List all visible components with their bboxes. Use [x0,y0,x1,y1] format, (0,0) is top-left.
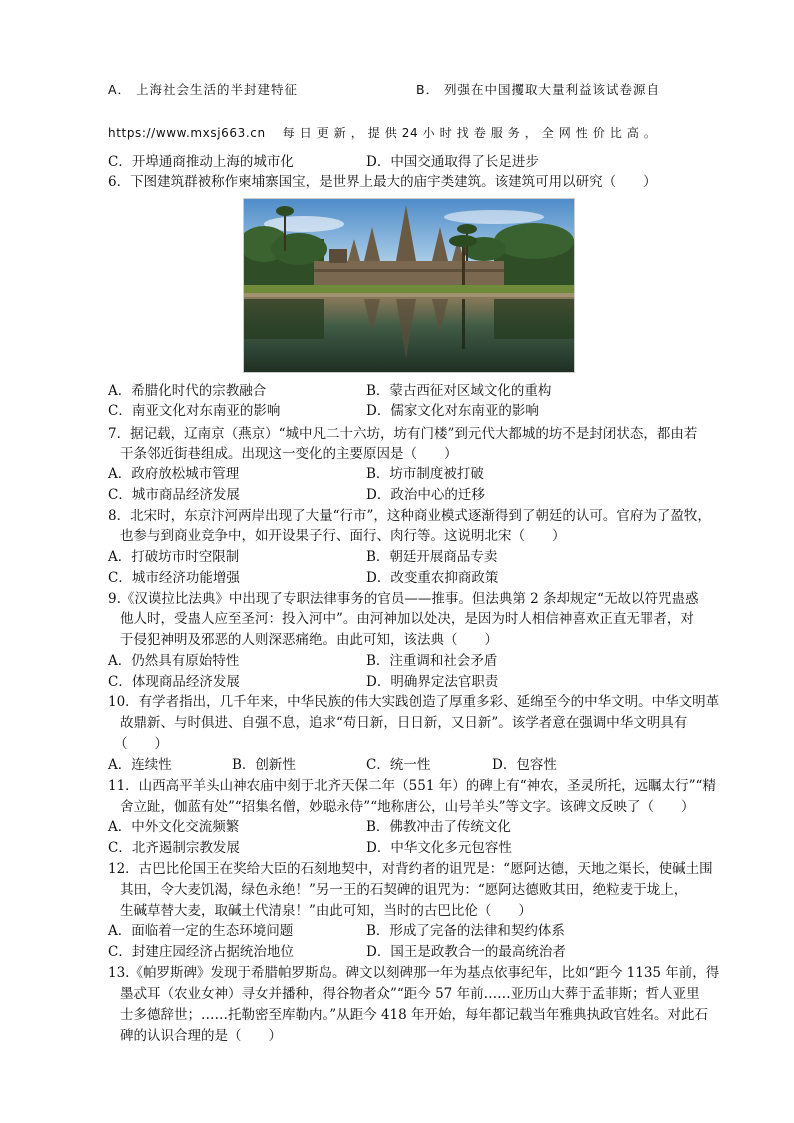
q9-option-d: D．明确界定法官职责 [366,674,499,690]
q8-option-c: C．城市经济功能增强 [108,570,240,586]
temple-photo-icon [244,199,574,372]
q7-option-c: C．城市商品经济发展 [108,487,240,503]
q6-option-a: A．希腊化时代的宗教融合 [108,383,267,399]
q12-stem-line3: 生碱草替大麦，取碱土代清泉！”由此可知，当时的古巴比伦（ ） [120,903,532,919]
q9-option-b: B．注重调和社会矛盾 [366,653,498,669]
q13-stem-line2: 墨忒耳（农业女神）寻女并播种，得谷物者众”“距今 57 年前……亚历山大葬于孟菲斯；哲人亚里 [120,986,700,1002]
q8-stem-line2: 也参与到商业竞争中，如开设果子行、面行、肉行等。这说明北宋（ ） [120,528,566,544]
q8-stem-line1: 8．北宋时，东京汴河两岸出现了大量“行市”，这种商业模式逐渐得到了朝廷的认可。官府为了盈牧， [108,508,711,524]
q11-option-c: C．北齐遏制宗教发展 [108,840,240,856]
q10-stem-line2: 故鼎新、与时俱进、自强不息，追求“苟日新，日日新，又日新”。该学者意在强调中华文明具有 [120,715,688,731]
q10-option-c: C．统一性 [366,757,431,773]
q6-option-c: C．南亚文化对东南亚的影响 [108,403,281,419]
q6-option-b: B．蒙古西征对区域文化的重构 [366,383,552,399]
q5-option-d: D．中国交通取得了长足进步 [366,154,539,170]
q10-stem-line1: 10．有学者指出，几千年来，中华民族的伟大实践创造了厚重多彩、延绵至今的中华文明。中华文明革 [108,694,720,710]
q7-stem-line2: 干条邻近街巷组成。出现这一变化的主要原因是（ ） [120,446,458,462]
q11-option-b: B．佛教冲击了传统文化 [366,819,511,835]
angkor-wat-photo [243,198,575,373]
q8-option-a: A．打破坊市时空限制 [108,549,240,565]
q11-option-d: D．中华文化多元包容性 [366,840,512,856]
q11-stem-line1: 11．山西高平羊头山神农庙中刻于北齐天保二年（551 年）的碑上有“神农，圣灵所托，远瞩太行”“精 [108,778,716,794]
q12-option-b: B．形成了完备的法律和契约体系 [366,923,565,939]
q6-option-d: D．儒家文化对东南亚的影响 [366,403,539,419]
watermark-url-line: https://www.mxsj663.cn 每 日 更 新 ， 提 供 24 小 时 找 卷 服 务 ， 全 网 性 价 比 高 。 [108,126,657,140]
q10-option-b: B．创新性 [232,757,296,773]
q9-stem-line1: 9.《汉谟拉比法典》中出现了专职法律事务的官员——推事。但法典第 2 条却规定“无故以符咒蛊惑 [108,591,699,607]
q9-option-a: A．仍然具有原始特性 [108,653,240,669]
q8-option-d: D．改变重农抑商政策 [366,570,499,586]
q10-option-d: D．包容性 [492,757,557,773]
q9-stem-line3: 于侵犯神明及邪恶的人则深恶痛绝。由此可知，该法典（ ） [120,632,498,648]
q12-option-d: D．国王是政教合一的最高统治者 [366,944,566,960]
q9-stem-line2: 他人时，受蛊人应至圣河：投入河中”。由河神加以处决，是因为时人相信神喜欢正直无罪者，对 [120,611,694,627]
q12-stem-line1: 12．古巴比伦国王在奖给大臣的石刻地契中，对背约者的诅咒是：“愿阿达德，天地之渠长，使碱土围 [108,861,713,877]
q10-option-a: A．连续性 [108,757,172,773]
q13-stem-line1: 13.《帕罗斯碑》发现于希腊帕罗斯岛。碑文以刻碑那一年为基点依事纪年，比如“距今 1135 年前，得 [108,965,720,981]
q13-stem-line3: 士多德辞世；……托勒密至库勒内。”从距今 418 年开始，每年都记载当年雅典执政官姓名。对此石 [120,1007,709,1023]
q10-stem-line3: （ ） [114,736,168,752]
q8-option-b: B．朝廷开展商品专卖 [366,549,498,565]
q13-stem-line4: 碑的认识合理的是（ ） [120,1028,282,1044]
q5-option-c: C．开埠通商推动上海的城市化 [108,154,294,170]
q12-stem-line2: 其田，令大麦饥渴，绿色永绝！”另一王的石契碑的诅咒为：“愿阿达德败其田，绝粒麦于垅上， [120,882,688,898]
q7-option-a: A．政府放松城市管理 [108,466,240,482]
q5-option-a: A． 上海社会生活的半封建特征 [108,82,299,97]
q12-option-a: A．面临着一定的生态环境问题 [108,923,294,939]
q5-option-b: B． 列强在中国攫取大量利益该试卷源自 [416,82,661,97]
q7-option-b: B．坊市制度被打破 [366,466,484,482]
q9-option-c: C．体现商品经济发展 [108,674,240,690]
q7-stem-line1: 7．据记载，辽南京（燕京）“城中凡二十六坊，坊有门楼”到元代大都城的坊不是封闭状态，都由若 [108,426,698,442]
q11-option-a: A．中外文化交流频繁 [108,819,240,835]
q12-option-c: C．封建庄园经济占据统治地位 [108,944,294,960]
q6-stem: 6．下图建筑群被称作柬埔寨国宝，是世界上最大的庙宇类建筑。该建筑可用以研究（ ） [108,174,657,190]
q7-option-d: D．政治中心的迁移 [366,487,485,503]
q11-stem-line2: 舍立趾，伽蓝有处”“招集名僧，妙聪永侍”“地称唐公，山号羊头”等文字。该碑文反映了（ ） [120,799,695,815]
